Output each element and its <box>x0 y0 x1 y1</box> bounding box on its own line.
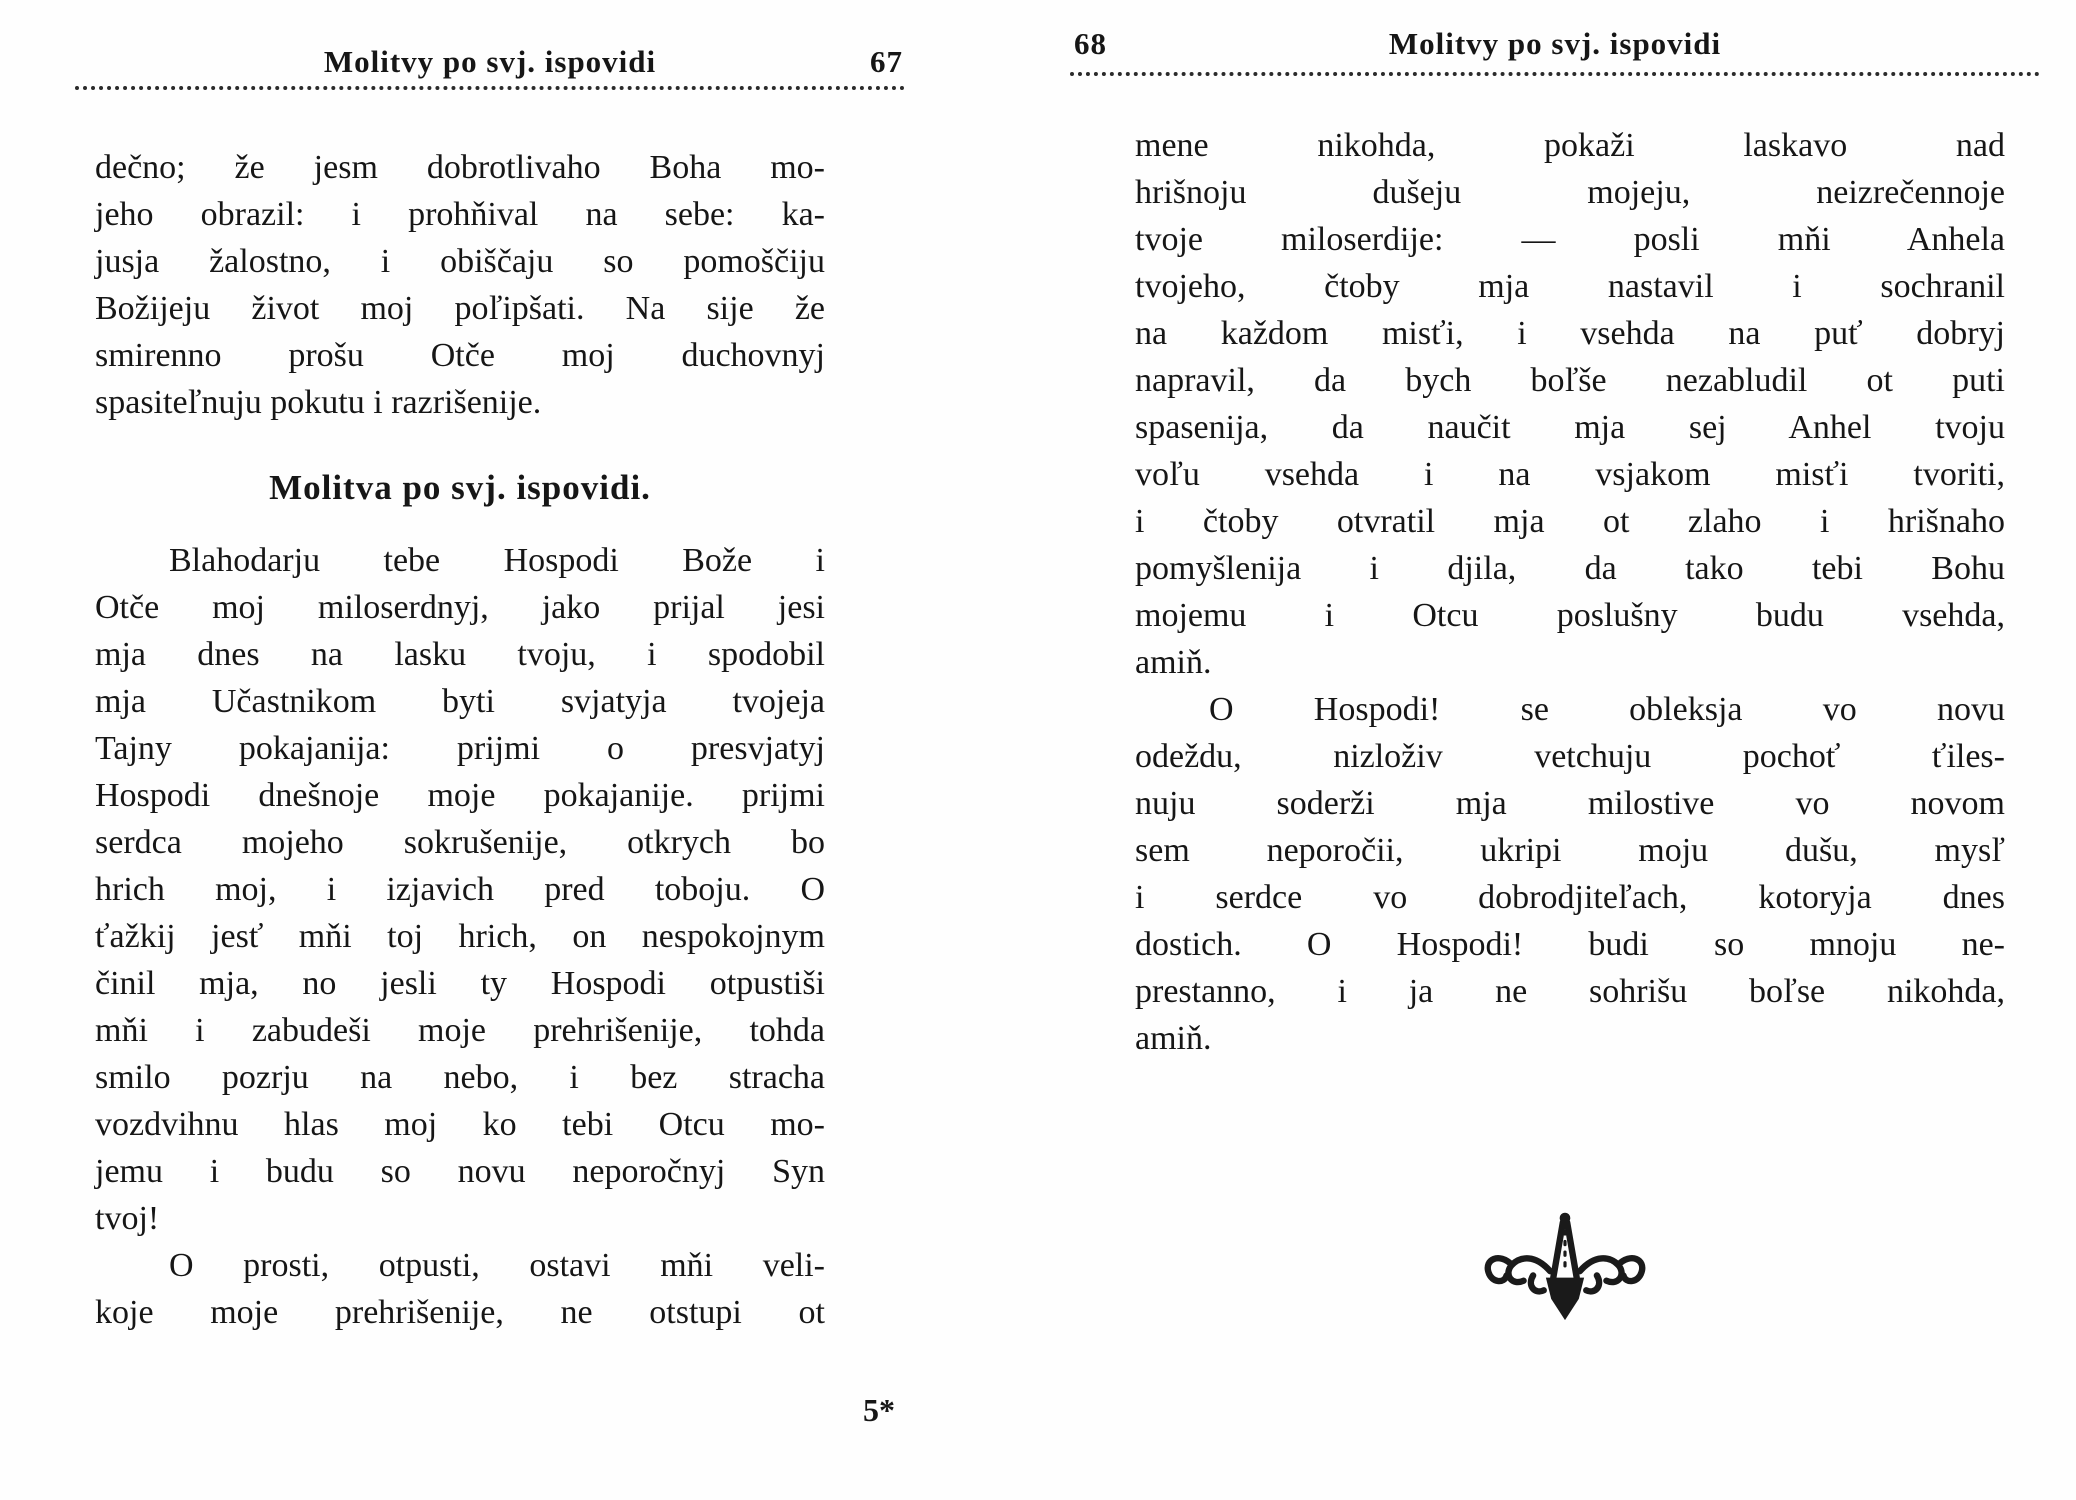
text-line: mňi i zabudeši moje prehrišenije, tohda <box>95 1012 825 1049</box>
text-line: mene nikohda, pokaži laskavo nad <box>1135 127 2005 164</box>
text-line: prestanno, i ja ne sohrišu boľse nikohda, <box>1135 973 2005 1010</box>
prayer-paragraph <box>1135 686 2005 1062</box>
text-line: dostich. O Hospodi! budi so mnoju ne- <box>1135 926 2005 963</box>
text-line: sem neporočii, ukripi moju dušu, mysľ <box>1135 832 2005 869</box>
text-line: i čtoby otvratil mja ot zlaho i hrišnaho <box>1135 503 2005 540</box>
text-line: voľu vsehda i na vsjakom misťi tvoriti, <box>1135 456 2005 493</box>
text-line: jusja žalostno, i obiščaju so pomoščiju <box>95 243 825 280</box>
text-line: O Hospodi! se obleksja vo novu <box>1209 691 2005 728</box>
left-page <box>75 0 905 1500</box>
text-line: nuju soderži mja milostive vo novom <box>1135 785 2005 822</box>
text-line: Blahodarju tebe Hospodi Bože i <box>169 542 825 579</box>
text-line: ťažkij jesť mňi toj hrich, on nespokojnym <box>95 918 825 955</box>
text-line: amiň. <box>1135 644 1212 681</box>
right-header-title: Molitvy po svj. ispovidi <box>1388 26 1722 61</box>
text-line: pomyšlenija i djila, da tako tebi Bohu <box>1135 550 2005 587</box>
text-line: tvoje miloserdije: — posli mňi Anhela <box>1135 221 2005 258</box>
fleuron-icon <box>1480 1208 1650 1328</box>
text-line: mojemu i Otcu poslušny budu vsehda, <box>1135 597 2005 634</box>
text-line: Hospodi dnešnoje moje pokajanije. prijmi <box>95 777 825 814</box>
text-line: mja Učastnikom byti svjatyja tvojeja <box>95 683 825 720</box>
text-line: hrich moj, i izjavich pred toboju. O <box>95 871 825 908</box>
prayer-paragraph <box>95 1242 825 1336</box>
right-page-body <box>1135 122 2005 1062</box>
text-line: vozdvihnu hlas moj ko tebi Otcu mo- <box>95 1106 825 1143</box>
text-line: spasenija, da naučit mja sej Anhel tvoju <box>1135 409 2005 446</box>
paragraph-continuation <box>95 144 825 426</box>
text-line: jemu i budu so novu neporočnyj Syn <box>95 1153 825 1190</box>
text-line: napravil, da bych boľše nezabludil ot puti <box>1135 362 2005 399</box>
paragraph-continuation <box>1135 122 2005 686</box>
text-line: hrišnoju dušeju mojeju, neizrečennoje <box>1135 174 2005 211</box>
prayer-paragraph <box>95 537 825 1242</box>
left-page-number: 67 <box>870 44 903 79</box>
text-line: Božijeju život moj poľipšati. Na sije že <box>95 290 825 327</box>
signature-mark: 5* <box>863 1392 895 1428</box>
section-heading: Molitva po svj. ispovidi. <box>269 468 651 507</box>
text-line: Otče moj miloserdnyj, jako prijal jesi <box>95 589 825 626</box>
text-line: činil mja, no jesli ty Hospodi otpustiši <box>95 965 825 1002</box>
right-running-head <box>1070 14 2040 76</box>
text-line: na každom misťi, i vsehda na puť dobryj <box>1135 315 2005 352</box>
text-line: koje moje prehrišenije, ne otstupi ot <box>95 1294 825 1331</box>
left-page-body <box>95 144 825 1336</box>
text-line: i serdce vo dobrodjiteľach, kotoryja dnes <box>1135 879 2005 916</box>
text-line: amiň. <box>1135 1020 1212 1057</box>
text-line: smirenno prošu Otče moj duchovnyj <box>95 337 825 374</box>
right-page <box>1070 0 2040 1500</box>
text-line: Tajny pokajanija: prijmi o presvjatyj <box>95 730 825 767</box>
text-line: O prosti, otpusti, ostavi mňi veli- <box>169 1247 825 1284</box>
text-line: serdca mojeho sokrušenije, otkrych bo <box>95 824 825 861</box>
text-line: dečno; že jesm dobrotlivaho Boha mo- <box>95 149 825 186</box>
text-line: tvoj! <box>95 1200 160 1237</box>
text-line: tvojeho, čtoby mja nastavil i sochranil <box>1135 268 2005 305</box>
text-line: mja dnes na lasku tvoju, i spodobil <box>95 636 825 673</box>
text-line: spasiteľnuju pokutu i razrišenije. <box>95 384 542 421</box>
left-header-title: Molitvy po svj. ispovidi <box>323 44 657 79</box>
text-line: smilo pozrju na nebo, i bez stracha <box>95 1059 825 1096</box>
text-line: odeždu, nizloživ vetchuju pochoť ťiles- <box>1135 738 2005 775</box>
right-page-number: 68 <box>1074 26 1107 61</box>
left-running-head <box>75 28 905 90</box>
text-line: jeho obrazil: i prohňival na sebe: ka- <box>95 196 825 233</box>
